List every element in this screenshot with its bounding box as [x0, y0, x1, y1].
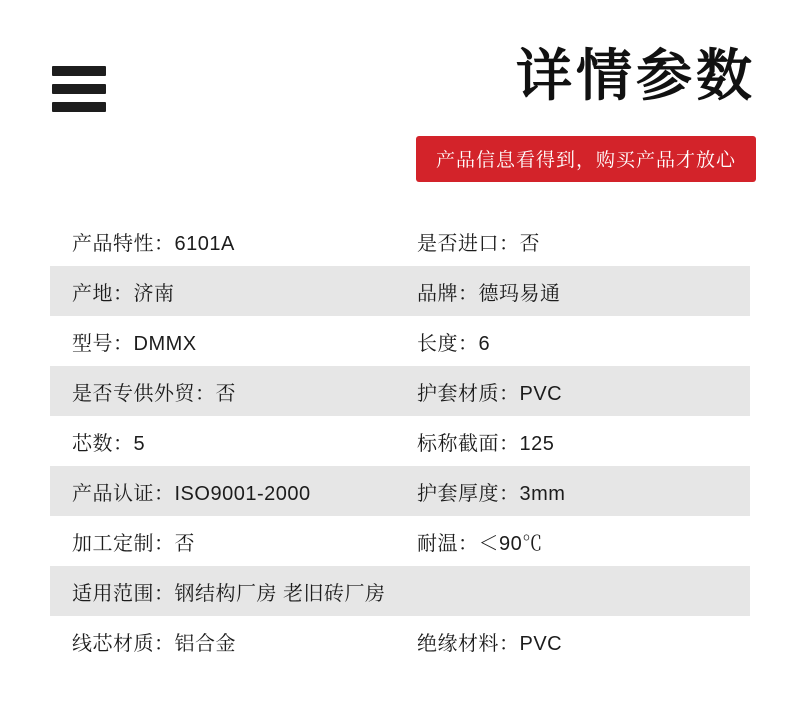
- spec-cell: [417, 427, 750, 456]
- table-row: [50, 366, 750, 416]
- spec-value: 钢结构厂房 老旧砖厂房: [174, 582, 386, 605]
- spec-cell: [417, 277, 750, 306]
- spec-label: 产地：: [72, 282, 134, 305]
- spec-cell: [72, 227, 417, 256]
- spec-label: 长度：: [417, 332, 479, 355]
- spec-label: 护套材质：: [417, 382, 520, 405]
- spec-cell: [417, 477, 750, 506]
- hamburger-bar: [52, 102, 106, 112]
- spec-cell: [72, 527, 417, 556]
- table-row: [50, 466, 750, 516]
- spec-cell: [417, 377, 750, 406]
- spec-cell: [72, 627, 417, 656]
- hamburger-bar: [52, 84, 106, 94]
- spec-label: 是否进口：: [417, 232, 520, 255]
- spec-value: 6101A: [174, 232, 235, 255]
- table-row: [50, 616, 750, 666]
- spec-cell: [72, 427, 417, 456]
- spec-cell: [72, 377, 417, 406]
- spec-label: 加工定制：: [72, 532, 175, 555]
- spec-cell: [72, 477, 417, 506]
- spec-label: 标称截面：: [417, 432, 520, 455]
- spec-value: 否: [215, 382, 236, 405]
- spec-label: 是否专供外贸：: [72, 382, 216, 405]
- spec-label: 护套厚度：: [417, 482, 520, 505]
- spec-value: 德玛易通: [478, 282, 561, 305]
- page-header: [0, 0, 800, 200]
- table-row: [50, 316, 750, 366]
- table-row: [50, 216, 750, 266]
- spec-value: 5: [133, 432, 146, 455]
- hamburger-bar: [52, 66, 106, 76]
- spec-label: 型号：: [72, 332, 134, 355]
- spec-label: 芯数：: [72, 432, 134, 455]
- spec-value: ＜90℃: [478, 532, 543, 555]
- spec-cell: [72, 277, 417, 306]
- page-title: 详情参数: [516, 44, 756, 107]
- spec-cell: [72, 327, 417, 356]
- spec-label: 产品特性：: [72, 232, 175, 255]
- spec-value: PVC: [519, 632, 563, 655]
- spec-label: 产品认证：: [72, 482, 175, 505]
- spec-value: 铝合金: [174, 632, 236, 655]
- spec-value: 济南: [133, 282, 175, 305]
- hamburger-menu-icon[interactable]: [52, 66, 106, 112]
- header-ribbon-banner: 产品信息看得到，购买产品才放心: [416, 136, 756, 182]
- table-row: [50, 566, 750, 616]
- spec-label: 耐温：: [417, 532, 479, 555]
- spec-value: 否: [174, 532, 195, 555]
- spec-label: 绝缘材料：: [417, 632, 520, 655]
- spec-value: DMMX: [133, 332, 197, 355]
- spec-label: 线芯材质：: [72, 632, 175, 655]
- spec-table: [50, 216, 750, 666]
- spec-cell: [72, 577, 750, 606]
- spec-label: 适用范围：: [72, 582, 175, 605]
- spec-cell: [417, 327, 750, 356]
- table-row: [50, 416, 750, 466]
- spec-cell: [417, 627, 750, 656]
- spec-cell: [417, 527, 750, 556]
- spec-value: 3mm: [519, 482, 566, 505]
- spec-value: PVC: [519, 382, 563, 405]
- spec-value: 否: [519, 232, 540, 255]
- table-row: [50, 516, 750, 566]
- table-row: [50, 266, 750, 316]
- spec-label: 品牌：: [417, 282, 479, 305]
- spec-value: 6: [478, 332, 491, 355]
- spec-cell: [417, 227, 750, 256]
- spec-value: ISO9001-2000: [174, 482, 311, 505]
- spec-value: 125: [519, 432, 555, 455]
